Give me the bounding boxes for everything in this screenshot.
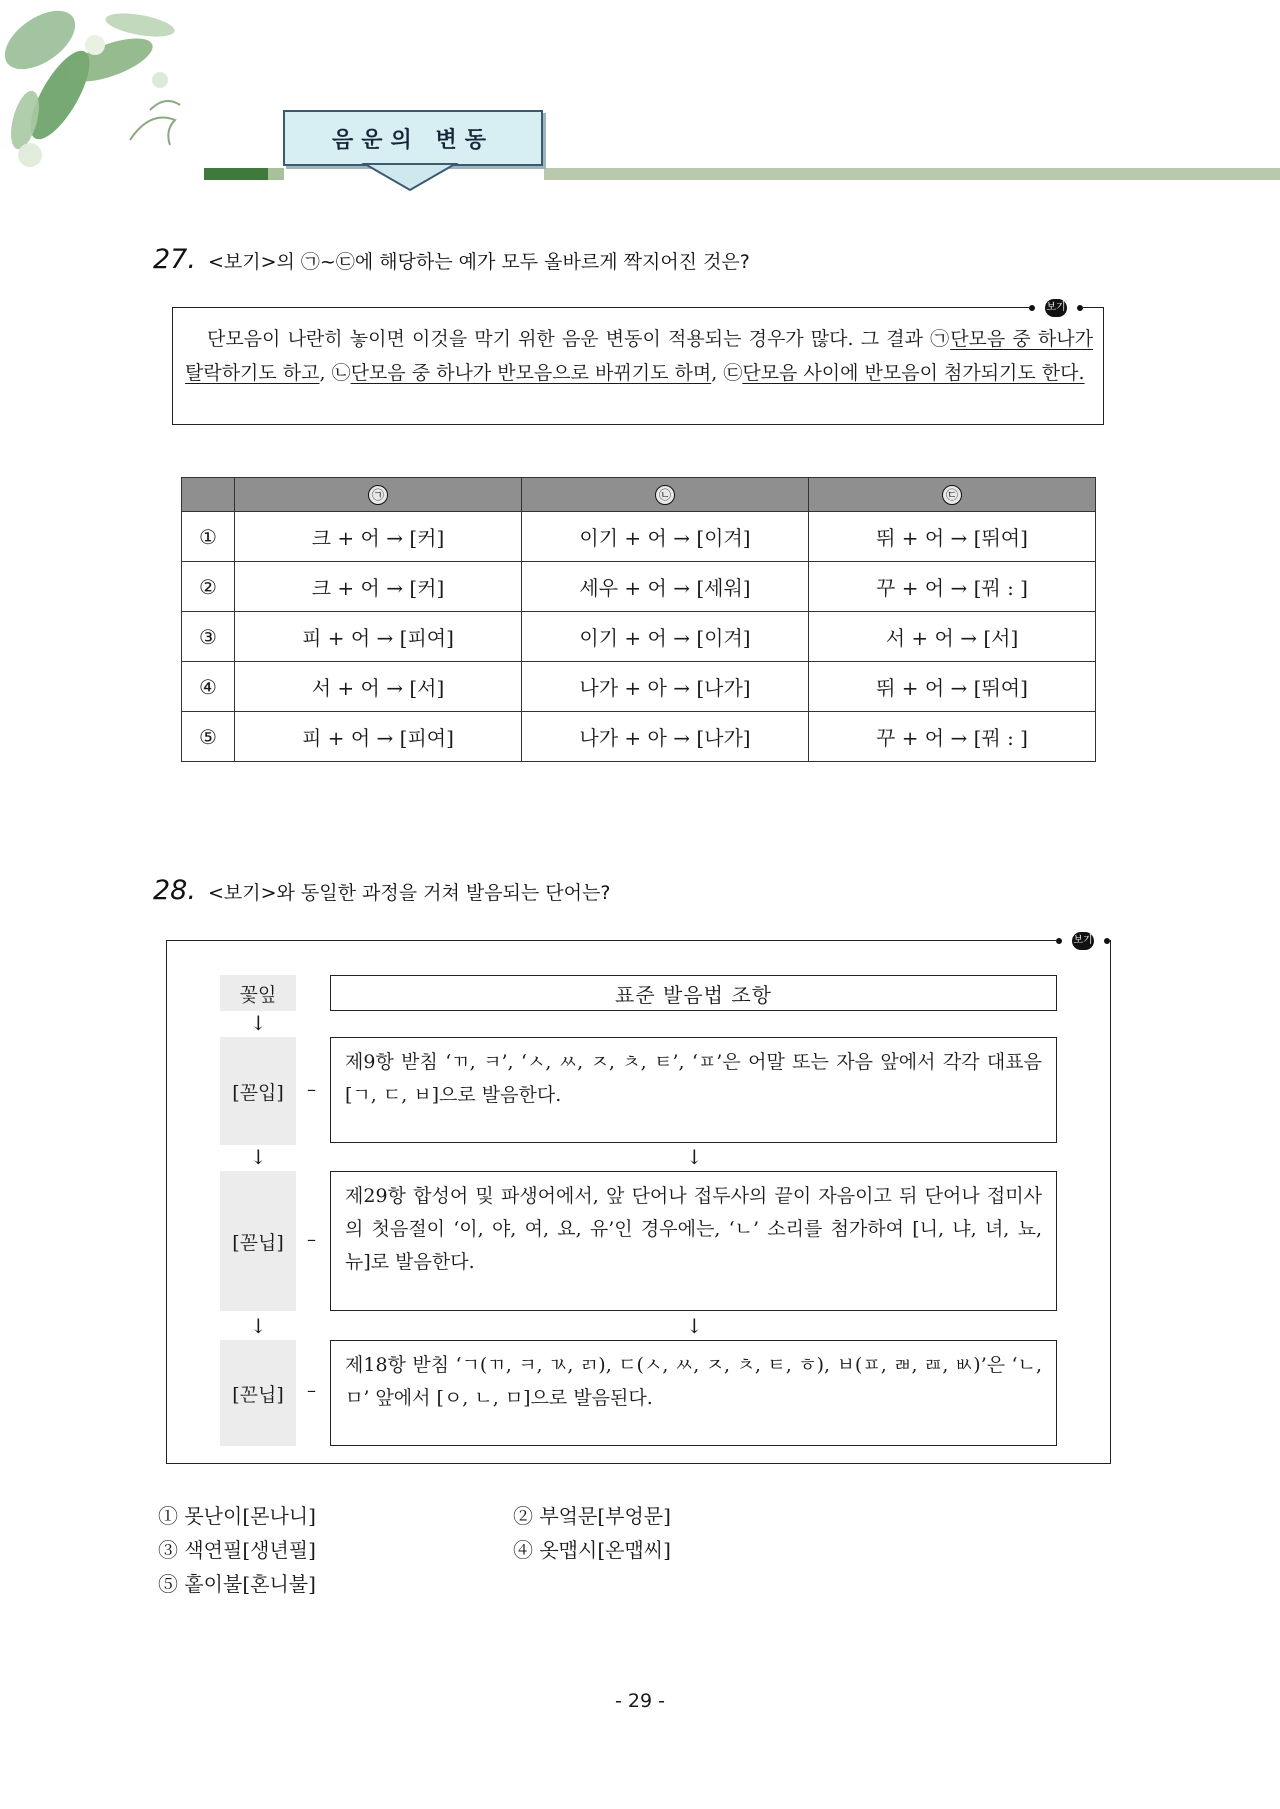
q27-example-text: 단모음이 나란히 놓이면 이것을 막기 위한 음운 변동이 적용되는 경우가 많다. 그 결과 ㉠단모음 중 하나가 탈락하기도 하고, ㉡단모음 중 하나가 반모음으로 바뀌기도 하며, ㉢단모음 사이에 반모음이 첨가되기도 한다.: [185, 328, 1093, 384]
step-box: [꼳입]: [220, 1037, 296, 1145]
option-number: ③: [182, 612, 235, 662]
table-cell: 꾸 + 어 → [꿔 : ]: [809, 712, 1096, 762]
q27-question: <보기>의 ㉠~㉢에 해당하는 예가 모두 올바르게 짝지어진 것은?: [207, 251, 750, 273]
choice-1[interactable]: ① 못난이[몬나니]: [158, 1504, 316, 1528]
table-cell: 피 + 어 → [피여]: [235, 712, 522, 762]
table-header-corner: [182, 478, 235, 512]
choice-3[interactable]: ③ 색연필[생년필]: [158, 1538, 316, 1562]
rule-box: 제29항 합성어 및 파생어에서, 앞 단어나 접두사의 끝이 자음이고 뒤 단어나 접미사의 첫음절이 ‘이, 야, 여, 요, 유’인 경우에는, ‘ㄴ’ 소리를 첨가하여 [니, 냐, 녀, 뇨, 뉴]로 발음한다.: [330, 1171, 1057, 1311]
standard-title: 표준 발음법 조항: [330, 975, 1057, 1011]
rule-box: 제18항 받침 ‘ㄱ(ㄲ, ㅋ, ㄳ, ㄺ), ㄷ(ㅅ, ㅆ, ㅈ, ㅊ, ㅌ, ㅎ), ㅂ(ㅍ, ㄼ, ㄿ, ㅄ)’은 ‘ㄴ, ㅁ’ 앞에서 [ㅇ, ㄴ, ㅁ]으로 발음된다.: [330, 1340, 1057, 1446]
table-cell: 뛰 + 어 → [뛰여]: [809, 512, 1096, 562]
header-rule-light: [544, 168, 1280, 180]
choice-4[interactable]: ④ 옷맵시[온맵씨]: [513, 1538, 671, 1562]
q28-heading: [153, 875, 610, 906]
table-cell: 크 + 어 → [커]: [235, 512, 522, 562]
flow-arrow: ↓: [686, 1314, 703, 1338]
table-cell: 꾸 + 어 → [꿔 : ]: [809, 562, 1096, 612]
table-row: [182, 712, 1096, 762]
table-header-cell: ㉡: [522, 478, 809, 512]
choice-2[interactable]: ② 부엌문[부엉문]: [513, 1504, 671, 1528]
q28-number: 28.: [153, 875, 196, 906]
rule-box: 제9항 받침 ‘ㄲ, ㅋ’, ‘ㅅ, ㅆ, ㅈ, ㅊ, ㅌ’, ‘ㅍ’은 어말 또는 자음 앞에서 각각 대표음 [ㄱ, ㄷ, ㅂ]으로 발음한다.: [330, 1037, 1057, 1143]
badge-icon: 보기: [1056, 931, 1110, 951]
leaf-decoration: [0, 0, 210, 185]
q28-question: <보기>와 동일한 과정을 거쳐 발음되는 단어는?: [207, 882, 611, 904]
table-cell: 이기 + 어 → [이겨]: [522, 512, 809, 562]
table-row: [182, 512, 1096, 562]
header-rule-mid: [268, 168, 284, 180]
option-number: ②: [182, 562, 235, 612]
table-header-cell: ㉢: [809, 478, 1096, 512]
q27-example-box: [172, 302, 1104, 425]
table-row: [182, 612, 1096, 662]
table-row: [182, 562, 1096, 612]
page-number: - 29 -: [615, 1690, 665, 1712]
table-cell: 피 + 어 → [피여]: [235, 612, 522, 662]
flow-arrow: ↓: [250, 1145, 267, 1169]
step-box: [꼰닙]: [220, 1340, 296, 1446]
table-header-cell: ㉠: [235, 478, 522, 512]
flow-arrow: ↓: [250, 1011, 267, 1035]
table-header-row: [182, 478, 1096, 512]
table-cell: 이기 + 어 → [이겨]: [522, 612, 809, 662]
section-title: 음운의 변동: [283, 110, 543, 166]
table-row: [182, 662, 1096, 712]
option-number: ①: [182, 512, 235, 562]
step-dash: –: [307, 1380, 316, 1401]
word-box: 꽃잎: [220, 975, 296, 1011]
table-cell: 서 + 어 → [서]: [809, 612, 1096, 662]
flow-arrow: ↓: [250, 1314, 267, 1338]
q27-heading: [153, 244, 750, 275]
option-number: ⑤: [182, 712, 235, 762]
q27-number: 27.: [153, 244, 196, 275]
table-cell: 나가 + 아 → [나가]: [522, 662, 809, 712]
step-box: [꼳닙]: [220, 1171, 296, 1311]
table-cell: 나가 + 아 → [나가]: [522, 712, 809, 762]
option-number: ④: [182, 662, 235, 712]
choice-5[interactable]: ⑤ 홑이불[혼니불]: [158, 1572, 316, 1596]
flow-arrow: ↓: [686, 1145, 703, 1169]
table-cell: 세우 + 어 → [세워]: [522, 562, 809, 612]
badge-icon: 보기: [1029, 298, 1083, 318]
down-arrow-icon: [360, 162, 460, 192]
header-rule-dark: [204, 168, 268, 180]
step-dash: –: [307, 1229, 316, 1250]
q27-answer-table: [181, 477, 1096, 762]
table-cell: 뛰 + 어 → [뛰여]: [809, 662, 1096, 712]
table-cell: 크 + 어 → [커]: [235, 562, 522, 612]
table-cell: 서 + 어 → [서]: [235, 662, 522, 712]
step-dash: –: [307, 1079, 316, 1100]
